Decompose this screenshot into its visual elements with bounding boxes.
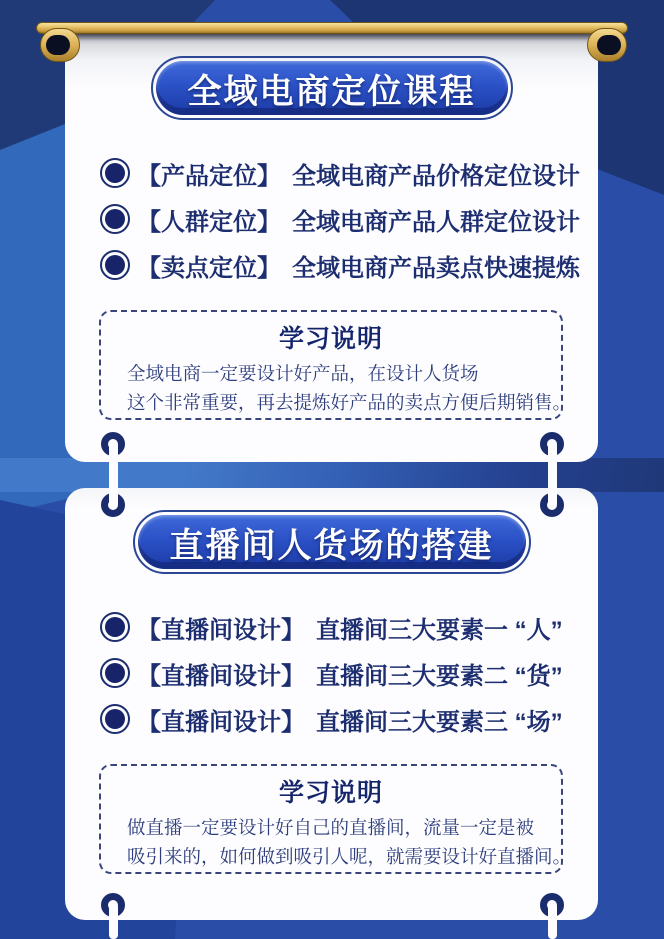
bullet-item (100, 242, 588, 288)
rod-end-core (597, 35, 621, 55)
bullet-item (100, 604, 588, 650)
course-card-positioning (65, 34, 598, 462)
bullet-tag: 【直播间设计】 (137, 708, 305, 736)
bullet-text: 全域电商产品卖点快速提炼 (292, 254, 580, 282)
binder-strap (109, 442, 118, 507)
scroll-rod-end-left (40, 28, 80, 62)
bullet-list (100, 604, 588, 742)
bullet-tag: 【直播间设计】 (137, 662, 305, 690)
study-note-lines (101, 359, 572, 417)
bullet-item (100, 196, 588, 242)
study-note-box (99, 310, 572, 420)
bullet-text: 直播间三大要素一 “人” (316, 616, 563, 644)
bullet-dot (105, 163, 125, 183)
section-title: 全域电商定位课程 (187, 72, 476, 111)
bullet-item (100, 650, 588, 696)
binder-strap (548, 903, 557, 939)
section-title: 直播间人货场的搭建 (169, 526, 494, 565)
bg-gap-band (0, 458, 664, 492)
target-bullet-icon (100, 158, 130, 188)
scroll-rod-end-right (587, 28, 627, 62)
bullet-dot (105, 709, 125, 729)
scroll-rod-bar (36, 22, 628, 34)
study-note-title: 学习说明 (278, 325, 383, 353)
section-title-pill-inner (156, 61, 508, 115)
section-title-pill-inner (138, 515, 526, 569)
bullet-dot (105, 617, 125, 637)
binder-strap (109, 903, 118, 939)
target-bullet-icon (100, 704, 130, 734)
target-bullet-icon (100, 612, 130, 642)
bullet-tag: 【人群定位】 (137, 208, 281, 236)
bullet-list (100, 150, 588, 288)
study-note-box (99, 764, 572, 874)
bullet-dot (105, 663, 125, 683)
bullet-item (100, 150, 588, 196)
bullet-text: 直播间三大要素二 “货” (316, 662, 563, 690)
study-note-title: 学习说明 (278, 779, 383, 807)
section-title-pill (151, 56, 513, 120)
bullet-text: 直播间三大要素三 “场” (316, 708, 563, 736)
bullet-item (100, 696, 588, 742)
target-bullet-icon (100, 250, 130, 280)
bullet-dot (105, 255, 125, 275)
bullet-tag: 【卖点定位】 (137, 254, 281, 282)
rod-end-core (46, 35, 70, 55)
study-note-line: 全域电商一定要设计好产品，在设计人货场 (127, 363, 479, 384)
target-bullet-icon (100, 658, 130, 688)
bullet-dot (105, 209, 125, 229)
target-bullet-icon (100, 204, 130, 234)
binder-strap (548, 442, 557, 507)
bullet-text: 全域电商产品价格定位设计 (292, 162, 580, 190)
bullet-tag: 【产品定位】 (137, 162, 281, 190)
rod-shadow (66, 33, 597, 41)
course-card-livestream (65, 488, 598, 920)
study-note-line: 吸引来的，如何做到吸引人呢，就需要设计好直播间。 (127, 846, 572, 867)
bullet-tag: 【直播间设计】 (137, 616, 305, 644)
study-note-line: 这个非常重要，再去提炼好产品的卖点方便后期销售。 (127, 392, 572, 413)
study-note-lines (101, 813, 572, 871)
section-title-pill (133, 510, 531, 574)
study-note-line: 做直播一定要设计好自己的直播间，流量一定是被 (127, 817, 535, 838)
bullet-text: 全域电商产品人群定位设计 (292, 208, 580, 236)
